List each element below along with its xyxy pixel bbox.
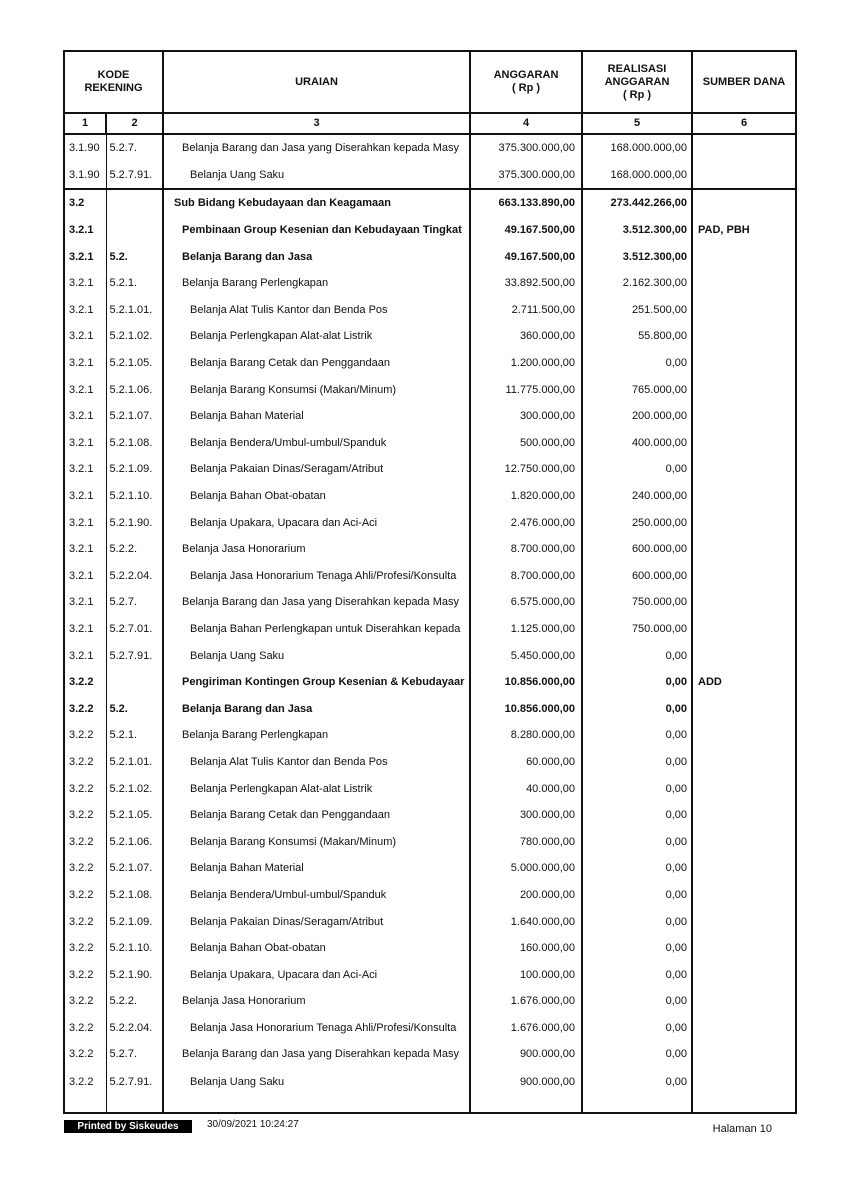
anggaran-cell: 1.676.000,00 (470, 1015, 582, 1042)
uraian-cell: Belanja Perlengkapan Alat-alat Listrik (163, 323, 470, 350)
table-row (64, 509, 796, 536)
table-row (64, 217, 796, 244)
uraian-cell: Belanja Jasa Honorarium Tenaga Ahli/Profesi/Konsulta (163, 563, 470, 590)
anggaran-cell: 2.476.000,00 (470, 509, 582, 536)
table-row (64, 189, 796, 217)
uraian-cell: Sub Bidang Kebudayaan dan Keagamaan (163, 189, 470, 217)
header-sumber-dana: SUMBER DANA (692, 51, 796, 113)
kode-2-cell: 5.2.1.07. (106, 855, 163, 882)
anggaran-cell: 900.000,00 (470, 1041, 582, 1068)
kode-1-cell: 3.2.1 (64, 403, 106, 430)
kode-2-cell: 5.2.1.09. (106, 456, 163, 483)
table-row (64, 802, 796, 829)
uraian-cell: Belanja Bendera/Umbul-umbul/Spanduk (163, 430, 470, 457)
kode-1-cell: 3.2.2 (64, 961, 106, 988)
sumber-dana-cell (692, 189, 796, 217)
kode-2-cell: 5.2.1.10. (106, 483, 163, 510)
kode-2-cell: 5.2.7. (106, 589, 163, 616)
sumber-dana-cell (692, 1041, 796, 1068)
header-uraian: URAIAN (163, 51, 470, 113)
table-row (64, 882, 796, 909)
sumber-dana-cell (692, 802, 796, 829)
table-row (64, 1068, 796, 1096)
kode-2-cell: 5.2.7. (106, 1041, 163, 1068)
table-row (64, 855, 796, 882)
kode-2-cell: 5.2.1.90. (106, 509, 163, 536)
kode-1-cell: 3.2.1 (64, 430, 106, 457)
sumber-dana-cell (692, 855, 796, 882)
realisasi-cell: 0,00 (582, 775, 692, 802)
sumber-dana-cell (692, 961, 796, 988)
kode-2-cell: 5.2.1. (106, 722, 163, 749)
kode-2-cell: 5.2.1.10. (106, 935, 163, 962)
kode-1-cell: 3.2.1 (64, 270, 106, 297)
sumber-dana-cell (692, 376, 796, 403)
kode-1-cell: 3.2.1 (64, 456, 106, 483)
header-kode-rekening: KODE REKENING (64, 51, 163, 113)
realisasi-cell: 0,00 (582, 456, 692, 483)
anggaran-cell: 2.711.500,00 (470, 297, 582, 324)
kode-1-cell: 3.2.1 (64, 509, 106, 536)
table-row (64, 935, 796, 962)
kode-1-cell: 3.2.1 (64, 536, 106, 563)
table-row (64, 1015, 796, 1042)
anggaran-cell: 8.700.000,00 (470, 536, 582, 563)
kode-2-cell: 5.2. (106, 243, 163, 270)
anggaran-cell: 5.450.000,00 (470, 642, 582, 669)
uraian-cell: Belanja Perlengkapan Alat-alat Listrik (163, 775, 470, 802)
kode-1-cell: 3.2.2 (64, 988, 106, 1015)
sumber-dana-cell (692, 935, 796, 962)
realisasi-cell: 0,00 (582, 908, 692, 935)
kode-2-cell: 5.2.1.08. (106, 882, 163, 909)
sumber-dana-cell (692, 134, 796, 162)
sumber-dana-cell (692, 1068, 796, 1096)
anggaran-cell: 6.575.000,00 (470, 589, 582, 616)
anggaran-cell: 160.000,00 (470, 935, 582, 962)
printed-by-badge: Printed by Siskeudes (64, 1120, 192, 1133)
uraian-cell: Pengiriman Kontingen Group Kesenian & Kebudayaar (163, 669, 470, 696)
table-row (64, 134, 796, 162)
table-row (64, 456, 796, 483)
kode-2-cell: 5.2.7.91. (106, 1068, 163, 1096)
realisasi-cell: 0,00 (582, 350, 692, 377)
anggaran-cell: 8.280.000,00 (470, 722, 582, 749)
anggaran-cell: 49.167.500,00 (470, 243, 582, 270)
table-body (64, 134, 796, 1114)
uraian-cell: Belanja Barang dan Jasa yang Diserahkan kepada Masy (163, 134, 470, 162)
uraian-cell: Belanja Barang Konsumsi (Makan/Minum) (163, 376, 470, 403)
sumber-dana-cell (692, 430, 796, 457)
sumber-dana-cell (692, 456, 796, 483)
anggaran-cell: 10.856.000,00 (470, 695, 582, 722)
uraian-cell: Belanja Upakara, Upacara dan Aci-Aci (163, 961, 470, 988)
sumber-dana-cell (692, 350, 796, 377)
kode-1-cell: 3.2.2 (64, 669, 106, 696)
uraian-cell: Belanja Pakaian Dinas/Seragam/Atribut (163, 908, 470, 935)
realisasi-cell: 168.000.000,00 (582, 162, 692, 190)
uraian-cell: Belanja Upakara, Upacara dan Aci-Aci (163, 509, 470, 536)
table-row (64, 642, 796, 669)
kode-2-cell: 5.2.2.04. (106, 563, 163, 590)
kode-2-cell (106, 189, 163, 217)
sumber-dana-cell (692, 695, 796, 722)
kode-2-cell: 5.2. (106, 695, 163, 722)
kode-2-cell: 5.2.1.01. (106, 297, 163, 324)
anggaran-cell: 900.000,00 (470, 1068, 582, 1096)
sumber-dana-cell: PAD, PBH (692, 217, 796, 244)
kode-2-cell: 5.2.1.07. (106, 403, 163, 430)
uraian-cell: Belanja Barang Konsumsi (Makan/Minum) (163, 828, 470, 855)
uraian-cell: Belanja Barang Perlengkapan (163, 270, 470, 297)
sumber-dana-cell (692, 1015, 796, 1042)
realisasi-cell: 0,00 (582, 1041, 692, 1068)
realisasi-cell: 251.500,00 (582, 297, 692, 324)
kode-1-cell: 3.2.1 (64, 217, 106, 244)
anggaran-cell: 10.856.000,00 (470, 669, 582, 696)
column-number: 1 (64, 113, 106, 134)
page-number: Halaman 10 (712, 1123, 772, 1135)
anggaran-cell: 1.200.000,00 (470, 350, 582, 377)
table-row (64, 270, 796, 297)
kode-1-cell: 3.2.1 (64, 376, 106, 403)
realisasi-cell: 3.512.300,00 (582, 243, 692, 270)
table-header-row (64, 51, 796, 113)
realisasi-cell: 0,00 (582, 882, 692, 909)
uraian-cell: Belanja Bahan Material (163, 403, 470, 430)
kode-2-cell (106, 217, 163, 244)
sumber-dana-cell (692, 162, 796, 190)
sumber-dana-cell (692, 403, 796, 430)
header-realisasi-label-2: ANGGARAN (604, 75, 670, 88)
kode-1-cell: 3.2.1 (64, 616, 106, 643)
table-row (64, 589, 796, 616)
kode-1-cell: 3.2.1 (64, 589, 106, 616)
sumber-dana-cell (692, 828, 796, 855)
sumber-dana-cell (692, 563, 796, 590)
table-row (64, 376, 796, 403)
realisasi-cell: 0,00 (582, 855, 692, 882)
sumber-dana-cell (692, 988, 796, 1015)
kode-2-cell: 5.2.1.05. (106, 802, 163, 829)
realisasi-cell: 0,00 (582, 695, 692, 722)
uraian-cell: Belanja Bahan Obat-obatan (163, 483, 470, 510)
uraian-cell: Belanja Alat Tulis Kantor dan Benda Pos (163, 749, 470, 776)
realisasi-cell: 0,00 (582, 1068, 692, 1096)
uraian-cell: Belanja Jasa Honorarium Tenaga Ahli/Profesi/Konsulta (163, 1015, 470, 1042)
anggaran-cell: 60.000,00 (470, 749, 582, 776)
realisasi-cell: 600.000,00 (582, 563, 692, 590)
sumber-dana-cell (692, 297, 796, 324)
anggaran-cell: 33.892.500,00 (470, 270, 582, 297)
table-row (64, 243, 796, 270)
kode-1-cell: 3.2.2 (64, 882, 106, 909)
realisasi-cell: 0,00 (582, 988, 692, 1015)
kode-1-cell: 3.2.1 (64, 243, 106, 270)
kode-2-cell: 5.2.1.08. (106, 430, 163, 457)
header-realisasi (582, 51, 692, 113)
uraian-cell: Belanja Barang dan Jasa (163, 695, 470, 722)
kode-2-cell: 5.2.1.06. (106, 376, 163, 403)
anggaran-cell: 1.676.000,00 (470, 988, 582, 1015)
column-number: 2 (106, 113, 163, 134)
sumber-dana-cell (692, 749, 796, 776)
kode-1-cell: 3.2.1 (64, 323, 106, 350)
kode-2-cell: 5.2.7. (106, 134, 163, 162)
sumber-dana-cell (692, 882, 796, 909)
realisasi-cell: 765.000,00 (582, 376, 692, 403)
anggaran-cell: 12.750.000,00 (470, 456, 582, 483)
kode-1-cell: 3.2.2 (64, 802, 106, 829)
sumber-dana-cell (692, 616, 796, 643)
table-row (64, 403, 796, 430)
kode-1-cell: 3.2.1 (64, 642, 106, 669)
table-row (64, 722, 796, 749)
table-row (64, 1041, 796, 1068)
kode-2-cell: 5.2.1.02. (106, 323, 163, 350)
kode-1-cell: 3.2.2 (64, 722, 106, 749)
table-row (64, 616, 796, 643)
kode-2-cell: 5.2.1.90. (106, 961, 163, 988)
table-row (64, 350, 796, 377)
footer-divider (63, 1112, 795, 1114)
anggaran-cell: 100.000,00 (470, 961, 582, 988)
kode-1-cell: 3.2.1 (64, 483, 106, 510)
uraian-cell: Belanja Barang Cetak dan Penggandaan (163, 802, 470, 829)
anggaran-cell: 200.000,00 (470, 882, 582, 909)
table-row (64, 162, 796, 190)
kode-1-cell: 3.2.2 (64, 828, 106, 855)
sumber-dana-cell (692, 243, 796, 270)
realisasi-cell: 3.512.300,00 (582, 217, 692, 244)
sumber-dana-cell (692, 775, 796, 802)
kode-2-cell: 5.2.7.91. (106, 162, 163, 190)
column-number: 6 (692, 113, 796, 134)
anggaran-cell: 40.000,00 (470, 775, 582, 802)
uraian-cell: Belanja Barang dan Jasa yang Diserahkan kepada Masy (163, 1041, 470, 1068)
header-anggaran-label: ANGGARAN (493, 69, 559, 81)
anggaran-cell: 500.000,00 (470, 430, 582, 457)
kode-1-cell: 3.2.1 (64, 350, 106, 377)
realisasi-cell: 2.162.300,00 (582, 270, 692, 297)
header-anggaran-unit: ( Rp ) (511, 82, 541, 94)
column-number: 4 (470, 113, 582, 134)
anggaran-cell: 1.640.000,00 (470, 908, 582, 935)
sumber-dana-cell (692, 642, 796, 669)
sumber-dana-cell (692, 323, 796, 350)
realisasi-cell: 750.000,00 (582, 589, 692, 616)
realisasi-cell: 400.000,00 (582, 430, 692, 457)
kode-1-cell: 3.1.90 (64, 134, 106, 162)
realisasi-cell: 168.000.000,00 (582, 134, 692, 162)
table-row (64, 908, 796, 935)
uraian-cell: Belanja Jasa Honorarium (163, 536, 470, 563)
anggaran-cell: 300.000,00 (470, 403, 582, 430)
table-row (64, 988, 796, 1015)
realisasi-cell: 0,00 (582, 935, 692, 962)
kode-2-cell: 5.2.7.91. (106, 642, 163, 669)
anggaran-cell: 8.700.000,00 (470, 563, 582, 590)
realisasi-cell: 0,00 (582, 722, 692, 749)
kode-2-cell: 5.2.2. (106, 536, 163, 563)
kode-1-cell: 3.2.2 (64, 935, 106, 962)
column-number-row (64, 113, 796, 134)
kode-2-cell: 5.2.7.01. (106, 616, 163, 643)
realisasi-cell: 0,00 (582, 642, 692, 669)
kode-1-cell: 3.2.2 (64, 908, 106, 935)
table-row (64, 323, 796, 350)
uraian-cell: Belanja Alat Tulis Kantor dan Benda Pos (163, 297, 470, 324)
realisasi-cell: 0,00 (582, 1015, 692, 1042)
anggaran-cell: 11.775.000,00 (470, 376, 582, 403)
anggaran-cell: 5.000.000,00 (470, 855, 582, 882)
anggaran-cell: 663.133.890,00 (470, 189, 582, 217)
kode-2-cell: 5.2.2. (106, 988, 163, 1015)
realisasi-cell: 0,00 (582, 828, 692, 855)
budget-realization-table (63, 50, 797, 1114)
sumber-dana-cell (692, 722, 796, 749)
kode-1-cell: 3.2.2 (64, 855, 106, 882)
table-row (64, 297, 796, 324)
kode-2-cell: 5.2.1.02. (106, 775, 163, 802)
anggaran-cell: 300.000,00 (470, 802, 582, 829)
table-row (64, 961, 796, 988)
realisasi-cell: 200.000,00 (582, 403, 692, 430)
realisasi-cell: 0,00 (582, 669, 692, 696)
table-row (64, 749, 796, 776)
realisasi-cell: 240.000,00 (582, 483, 692, 510)
table-row (64, 828, 796, 855)
sumber-dana-cell (692, 589, 796, 616)
kode-1-cell: 3.2.1 (64, 297, 106, 324)
kode-2-cell: 5.2.1.05. (106, 350, 163, 377)
realisasi-cell: 750.000,00 (582, 616, 692, 643)
kode-1-cell: 3.2.2 (64, 1041, 106, 1068)
header-realisasi-unit: ( Rp ) (622, 88, 652, 101)
table-row (64, 775, 796, 802)
sumber-dana-cell (692, 270, 796, 297)
sumber-dana-cell (692, 908, 796, 935)
realisasi-cell: 0,00 (582, 961, 692, 988)
realisasi-cell: 0,00 (582, 749, 692, 776)
sumber-dana-cell (692, 536, 796, 563)
uraian-cell: Belanja Bahan Perlengkapan untuk Diserahkan kepada (163, 616, 470, 643)
table-row (64, 695, 796, 722)
uraian-cell: Belanja Barang dan Jasa (163, 243, 470, 270)
anggaran-cell: 1.820.000,00 (470, 483, 582, 510)
uraian-cell: Belanja Uang Saku (163, 642, 470, 669)
kode-1-cell: 3.2.1 (64, 563, 106, 590)
sumber-dana-cell (692, 509, 796, 536)
report-page (63, 50, 795, 1114)
anggaran-cell: 375.300.000,00 (470, 162, 582, 190)
realisasi-cell: 600.000,00 (582, 536, 692, 563)
anggaran-cell: 360.000,00 (470, 323, 582, 350)
table-row (64, 483, 796, 510)
kode-1-cell: 3.2.2 (64, 1015, 106, 1042)
table-row (64, 563, 796, 590)
kode-1-cell: 3.1.90 (64, 162, 106, 190)
realisasi-cell: 250.000,00 (582, 509, 692, 536)
kode-2-cell: 5.2.1. (106, 270, 163, 297)
uraian-cell: Belanja Barang dan Jasa yang Diserahkan kepada Masy (163, 589, 470, 616)
uraian-cell: Belanja Pakaian Dinas/Seragam/Atribut (163, 456, 470, 483)
realisasi-cell: 273.442.266,00 (582, 189, 692, 217)
kode-2-cell: 5.2.2.04. (106, 1015, 163, 1042)
kode-1-cell: 3.2 (64, 189, 106, 217)
column-number: 3 (163, 113, 470, 134)
uraian-cell: Belanja Bahan Material (163, 855, 470, 882)
uraian-cell: Belanja Barang Perlengkapan (163, 722, 470, 749)
table-row (64, 430, 796, 457)
uraian-cell: Belanja Barang Cetak dan Penggandaan (163, 350, 470, 377)
kode-1-cell: 3.2.2 (64, 775, 106, 802)
kode-1-cell: 3.2.2 (64, 1068, 106, 1096)
realisasi-cell: 0,00 (582, 802, 692, 829)
anggaran-cell: 49.167.500,00 (470, 217, 582, 244)
printed-timestamp: 30/09/2021 10:24:27 (207, 1119, 299, 1130)
sumber-dana-cell (692, 483, 796, 510)
column-number: 5 (582, 113, 692, 134)
kode-2-cell: 5.2.1.09. (106, 908, 163, 935)
uraian-cell: Belanja Bendera/Umbul-umbul/Spanduk (163, 882, 470, 909)
realisasi-cell: 55.800,00 (582, 323, 692, 350)
uraian-cell: Belanja Uang Saku (163, 1068, 470, 1096)
uraian-cell: Belanja Uang Saku (163, 162, 470, 190)
table-row (64, 669, 796, 696)
table-row (64, 536, 796, 563)
kode-2-cell (106, 669, 163, 696)
kode-2-cell: 5.2.1.06. (106, 828, 163, 855)
kode-2-cell: 5.2.1.01. (106, 749, 163, 776)
uraian-cell: Belanja Jasa Honorarium (163, 988, 470, 1015)
header-realisasi-label: REALISASI (607, 62, 667, 75)
anggaran-cell: 375.300.000,00 (470, 134, 582, 162)
header-anggaran (470, 51, 582, 113)
uraian-cell: Belanja Bahan Obat-obatan (163, 935, 470, 962)
uraian-cell: Pembinaan Group Kesenian dan Kebudayaan Tingkat (163, 217, 470, 244)
kode-1-cell: 3.2.2 (64, 695, 106, 722)
sumber-dana-cell: ADD (692, 669, 796, 696)
anggaran-cell: 780.000,00 (470, 828, 582, 855)
kode-1-cell: 3.2.2 (64, 749, 106, 776)
anggaran-cell: 1.125.000,00 (470, 616, 582, 643)
